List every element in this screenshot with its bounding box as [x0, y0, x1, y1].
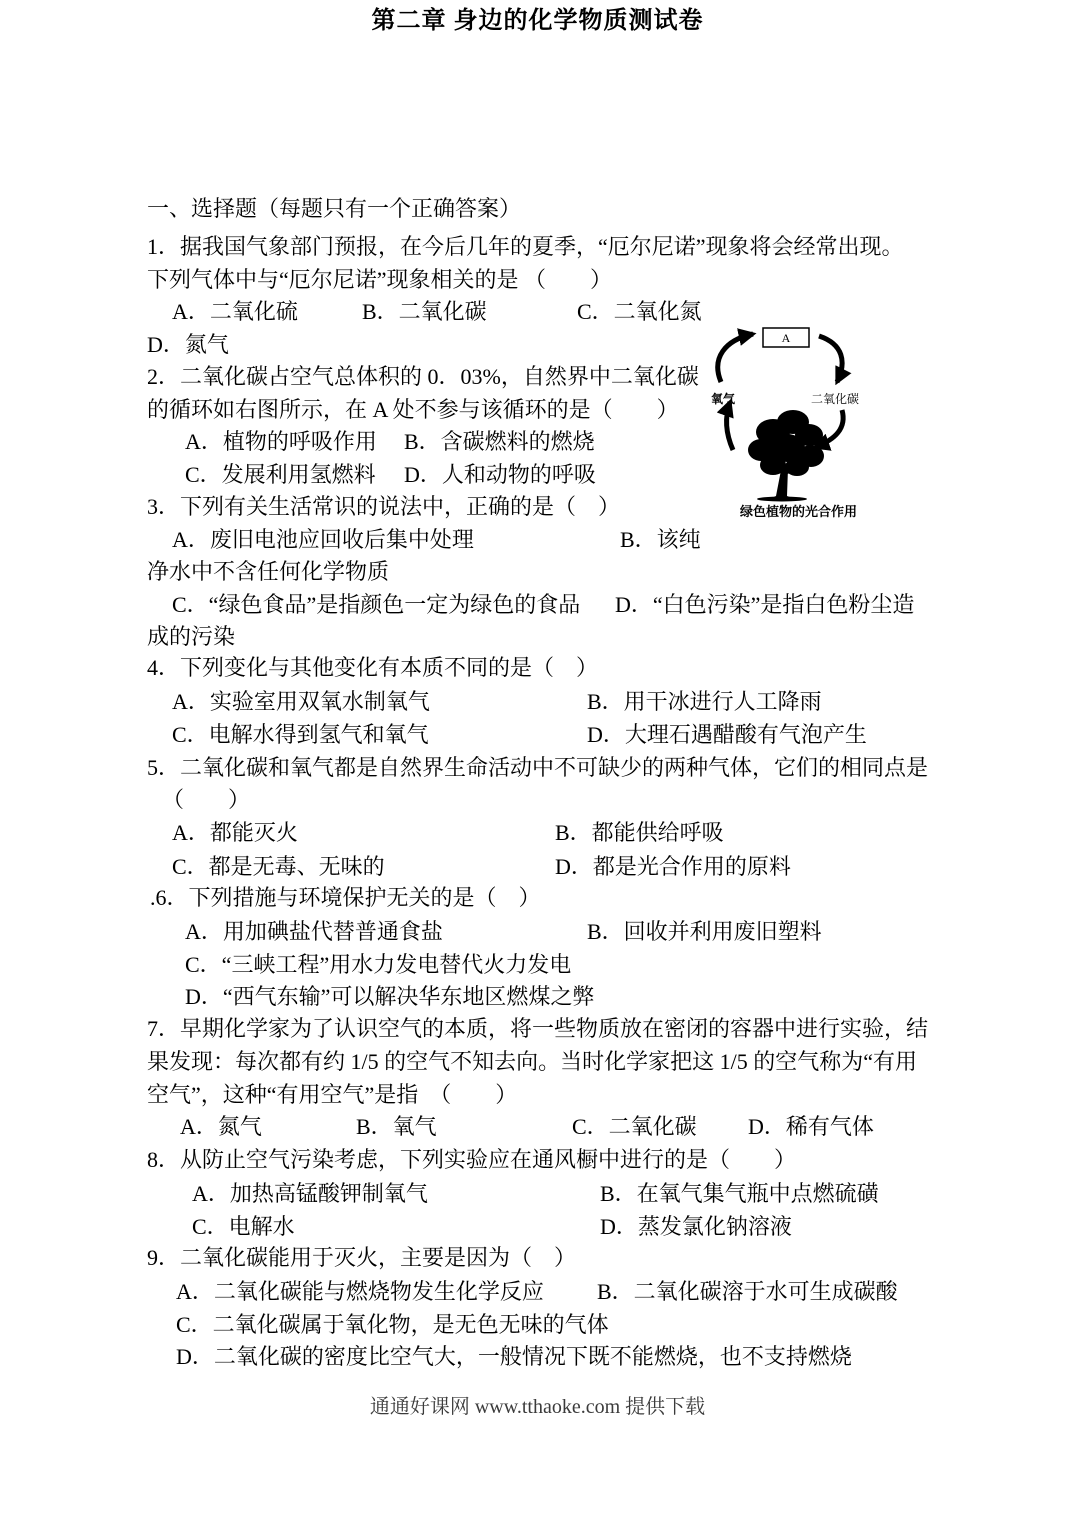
q3-option-a: A．废旧电池应回收后集中处理 [172, 527, 474, 552]
diagram-label-oxygen: 氧气 [711, 392, 736, 406]
q6-options-row-ab [147, 917, 947, 949]
q2-option-d: D．人和动物的呼吸 [404, 462, 596, 487]
q5-options-row-cd [147, 852, 947, 884]
q7-option-b: B．氧气 [356, 1114, 437, 1139]
q8-option-a: A．加热高锰酸钾制氧气 [192, 1181, 428, 1206]
footer-text: 通通好课网 www.tthaoke.com 提供下载 [369, 1396, 706, 1418]
q4-text-line-1: 4．下列变化与其他变化有本质不同的是（ ） [147, 655, 599, 680]
q4-option-c: C．电解水得到氢气和氧气 [172, 722, 429, 747]
q7-text-line-3: 空气”，这种“有用空气”是指 （ ） [147, 1082, 518, 1107]
q4-option-a: A．实验室用双氧水制氧气 [172, 689, 430, 714]
q9-option-b: B．二氧化碳溶于水可生成碳酸 [597, 1279, 898, 1304]
q6-option-c: C．“三峡工程”用水力发电替代火力发电 [185, 952, 572, 977]
q7-option-c: C．二氧化碳 [572, 1114, 697, 1139]
q9-options-row-ab [147, 1277, 947, 1309]
q8-option-c: C．电解水 [192, 1214, 295, 1239]
q5-option-d: D．都是光合作用的原料 [555, 854, 791, 879]
q8-option-d: D．蒸发氯化钠溶液 [600, 1214, 792, 1239]
q2-option-a: A．植物的呼吸作用 [185, 429, 377, 454]
q8-option-b: B．在氧气集气瓶中点燃硫磺 [600, 1181, 879, 1206]
page-title: 第二章 身边的化学物质测试卷 [371, 8, 704, 34]
section-header: 一、选择题（每题只有一个正确答案） [147, 196, 522, 221]
q4-options-row-cd [147, 720, 947, 752]
q2-text-line-1: 2．二氧化碳占空气总体积的 0．03%，自然界中二氧化碳 [147, 364, 699, 389]
q8-text-line-1: 8．从防止空气污染考虑，下列实验应在通风橱中进行的是（ ） [147, 1147, 797, 1172]
q8-options-row-ab [147, 1179, 947, 1211]
q1-option-c: C．二氧化氮 [577, 299, 702, 324]
carbon-cycle-diagram [685, 320, 950, 525]
q4-option-d: D．大理石遇醋酸有气泡产生 [587, 722, 867, 747]
q3-option-b: B．该纯 [620, 527, 701, 552]
q2-option-c: C．发展利用氢燃料 [185, 462, 376, 487]
q6-text-line-1: .6．下列措施与环境保护无关的是（ ） [150, 885, 541, 910]
q3-option-b-continuation: 净水中不含任何化学物质 [147, 559, 390, 584]
q6-option-a: A．用加碘盐代替普通食盐 [185, 919, 443, 944]
q5-option-a: A．都能灭火 [172, 820, 298, 845]
q1-text-line-1: 1．据我国气象部门预报，在今后几年的夏季，“厄尔尼诺”现象将会经常出现。 [147, 234, 904, 259]
diagram-caption: 绿色植物的光合作用 [740, 504, 858, 519]
arrow-a-to-co2-icon [819, 336, 842, 382]
q7-text-line-2: 果发现：每次都有约 1/5 的空气不知去向。当时化学家把这 1/5 的空气称为“有用 [147, 1049, 917, 1074]
q3-option-c: C．“绿色食品”是指颜色一定为绿色的食品 [172, 592, 581, 617]
arrow-tree-to-oxygen-icon [727, 402, 733, 450]
q3-option-d: D．“白色污染”是指白色粉尘造 [615, 592, 915, 617]
q5-text-line-1: 5．二氧化碳和氧气都是自然界生命活动中不可缺少的两种气体，它们的相同点是 [147, 755, 929, 780]
q9-text-line-1: 9．二氧化碳能用于灭火，主要是因为（ ） [147, 1245, 577, 1270]
arrow-oxygen-to-a-icon [718, 334, 753, 382]
q2-option-b: B．含碳燃料的燃烧 [404, 429, 595, 454]
diagram-box-a-label: A [781, 331, 791, 345]
q3-text-line-1: 3．下列有关生活常识的说法中，正确的是（ ） [147, 494, 621, 519]
tree-icon [748, 410, 824, 502]
q6-option-b: B．回收并利用废旧塑料 [587, 919, 822, 944]
q5-option-b: B．都能供给呼吸 [555, 820, 724, 845]
q6-option-d: D．“西气东输”可以解决华东地区燃煤之弊 [185, 984, 595, 1009]
q9-option-c: C．二氧化碳属于氧化物，是无色无味的气体 [176, 1312, 609, 1337]
q7-options-row [147, 1112, 947, 1144]
diagram-label-co2: 二氧化碳 [811, 392, 860, 406]
q1-option-b: B．二氧化碳 [362, 299, 487, 324]
q7-text-line-1: 7．早期化学家为了认识空气的本质，将一些物质放在密闭的容器中进行实验，结 [147, 1016, 929, 1041]
q5-text-line-2: （ ） [162, 787, 251, 812]
q5-option-c: C．都是无毒、无味的 [172, 854, 385, 879]
q3-options-row-ab [147, 525, 947, 557]
q8-options-row-cd [147, 1212, 947, 1244]
q9-option-a: A．二氧化碳能与燃烧物发生化学反应 [176, 1279, 544, 1304]
q3-option-d-continuation: 成的污染 [147, 624, 236, 649]
q2-text-line-2: 的循环如右图所示，在 A 处不参与该循环的是（ ） [147, 397, 679, 422]
carbon-cycle-svg [685, 320, 950, 525]
q1-text-line-2: 下列气体中与“厄尔尼诺”现象相关的是 （ ） [147, 267, 613, 292]
q4-options-row-ab [147, 687, 947, 719]
q3-options-row-cd [147, 590, 947, 622]
q9-option-d: D．二氧化碳的密度比空气大，一般情况下既不能燃烧，也不支持燃烧 [176, 1344, 852, 1369]
q7-option-d: D．稀有气体 [748, 1114, 874, 1139]
q7-option-a: A．氮气 [180, 1114, 262, 1139]
q4-option-b: B．用干冰进行人工降雨 [587, 689, 822, 714]
q1-option-d: D．氮气 [147, 332, 229, 357]
q5-options-row-ab [147, 818, 947, 850]
q1-option-a: A．二氧化硫 [172, 299, 298, 324]
